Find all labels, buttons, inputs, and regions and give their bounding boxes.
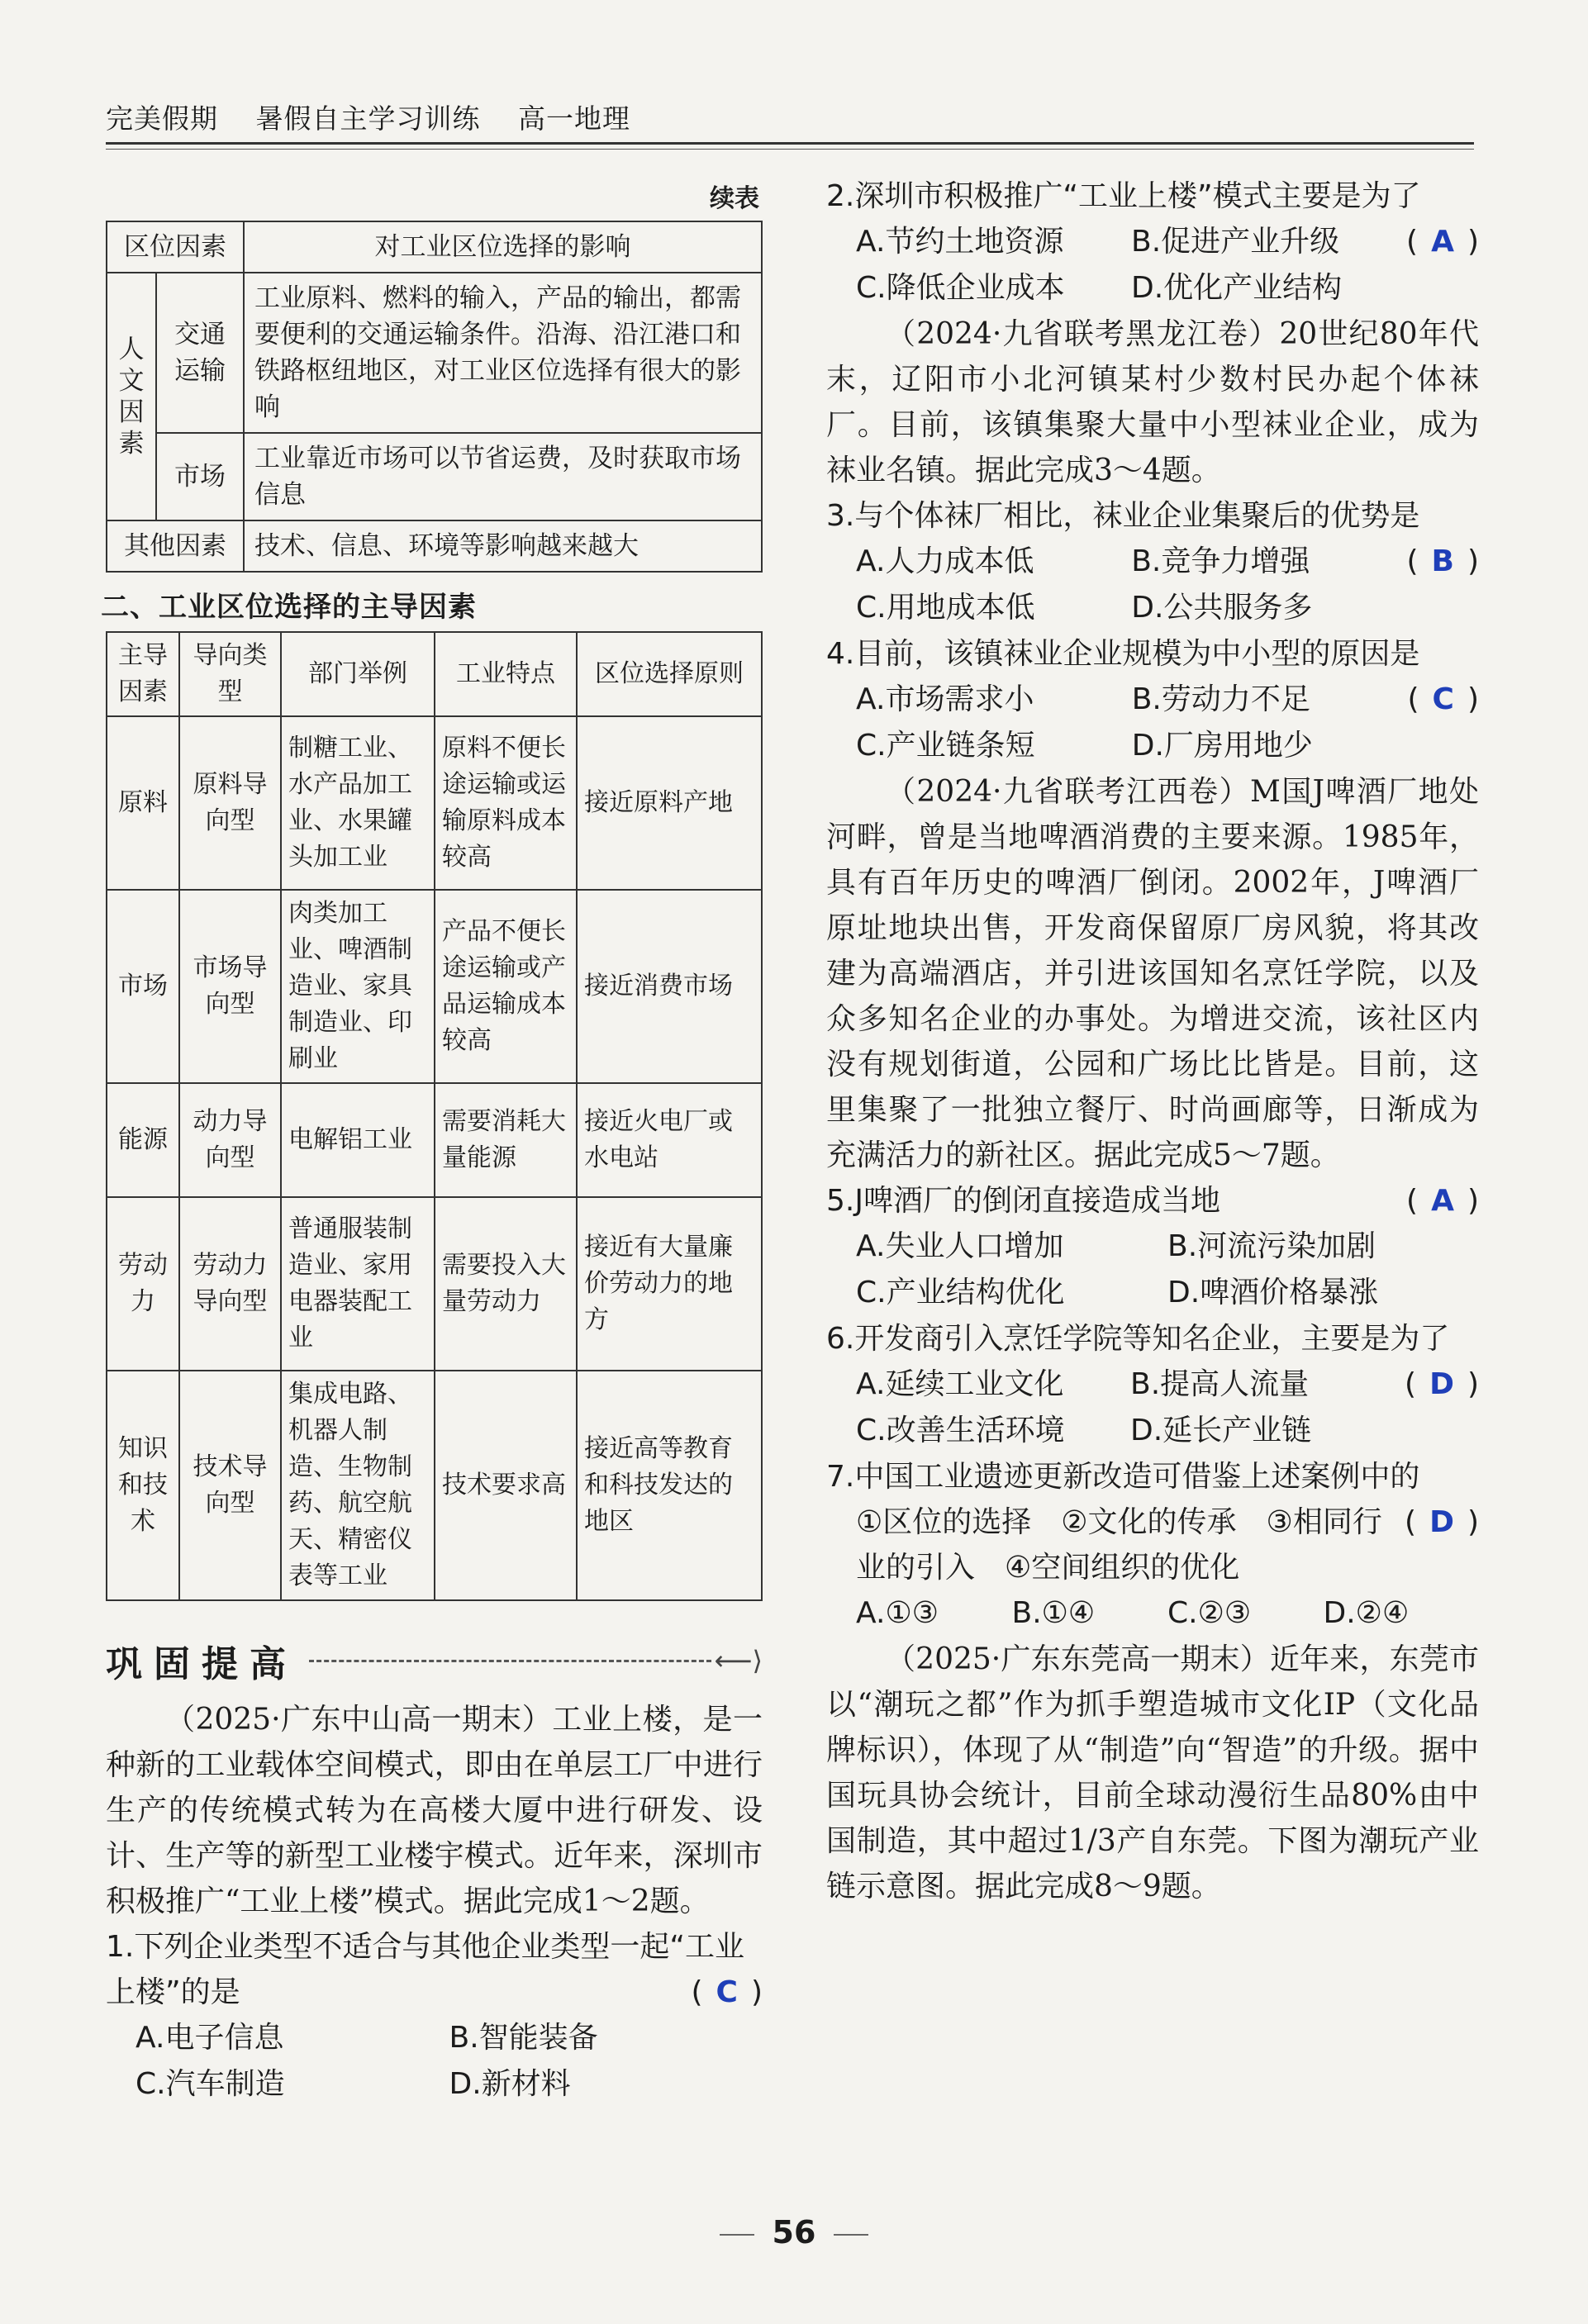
answer-mark: A bbox=[1431, 225, 1454, 259]
answer-mark: D bbox=[1429, 1367, 1454, 1401]
answer-box: ( D ) bbox=[1405, 1505, 1479, 1539]
option: A.失业人口增加 bbox=[856, 1229, 1064, 1263]
header-rule bbox=[106, 142, 1474, 145]
answer-mark: D bbox=[1429, 1505, 1454, 1539]
table-header: 区位选择原则 bbox=[577, 632, 762, 716]
table-cell: 制糖工业、水产品加工业、水果罐头加工业 bbox=[281, 716, 435, 890]
question-stem: 6.开发商引入烹饪学院等知名企业，主要是为了 bbox=[826, 1322, 1450, 1356]
table-header-factor: 区位因素 bbox=[107, 221, 244, 273]
option: A.节约土地资源 bbox=[856, 225, 1064, 259]
table-cell: 原料 bbox=[107, 716, 179, 890]
table-cell: 技术、信息、环境等影响越来越大 bbox=[244, 520, 762, 572]
option: B.①④ bbox=[1011, 1596, 1096, 1630]
option: D.优化产业结构 bbox=[1131, 271, 1343, 305]
option: C.降低企业成本 bbox=[856, 271, 1065, 305]
option: A.延续工业文化 bbox=[856, 1367, 1064, 1401]
passage: （2025·广东中山高一期末）工业上楼，是一种新的工业载体空间模式，即由在单层工厂中进行生产的传统模式转为在高楼大厦中进行研发、设计、生产等的新型工业楼宇模式。近年来，深圳市积极推广“工业上楼”模式。据此完成1～2题。 bbox=[106, 1703, 763, 1918]
footer-dash bbox=[720, 2234, 754, 2236]
passage: （2024·九省联考黑龙江卷）20世纪80年代末，辽阳市小北河镇某村少数村民办起个体袜厂。目前，该镇集聚大量中小型袜业企业，成为袜业名镇。据此完成3～4题。 bbox=[826, 317, 1479, 487]
question-stem: 3.与个体袜厂相比，袜业企业集聚后的优势是 bbox=[826, 499, 1420, 533]
options bbox=[826, 1224, 1479, 1316]
answer-box: ( C ) bbox=[691, 1975, 763, 2009]
table-row bbox=[107, 433, 762, 520]
table-header: 导向类型 bbox=[179, 632, 281, 716]
passage: （2024·九省联考江西卷）M国J啤酒厂地处河畔，曾是当地啤酒消费的主要来源。1985年，具有百年历史的啤酒厂倒闭。2002年，J啤酒厂原址地块出售，开发商保留原厂房风貌，将其改建为高端酒店，并引进该国知名烹饪学院，以及众多知名企业的办事处。为增进交流，该社区内没有规划街道，公园和广场比比皆是。目前，这里集聚了一批独立餐厅、时尚画廊等，日渐成为充满活力的新社区。据此完成5～7题。 bbox=[826, 775, 1479, 1172]
book-subtitle: 暑假自主学习训练 bbox=[255, 102, 481, 135]
subject-label: 高一地理 bbox=[518, 102, 630, 135]
option: D.新材料 bbox=[449, 2067, 571, 2101]
answer-mark: A bbox=[1431, 1184, 1454, 1218]
question-stem: 7.中国工业遗迹更新改造可借鉴上述案例中的 bbox=[826, 1460, 1420, 1494]
table-cell: 原料不便长途运输或运输原料成本较高 bbox=[435, 716, 577, 890]
answer-mark: C bbox=[716, 1975, 738, 2009]
consolidate-heading bbox=[106, 1634, 763, 1687]
footer-dash bbox=[834, 2234, 868, 2236]
table-row bbox=[107, 1371, 762, 1600]
option: D.延长产业链 bbox=[1130, 1414, 1312, 1447]
option: D.厂房用地少 bbox=[1131, 729, 1313, 763]
table-cell: 工业靠近市场可以节省运费，及时获取市场信息 bbox=[244, 433, 762, 520]
table-cell: 能源 bbox=[107, 1083, 179, 1197]
table-cell: 肉类加工业、啤酒制造业、家具制造业、印刷业 bbox=[281, 890, 435, 1083]
table-row bbox=[107, 520, 762, 572]
option: A.市场需求小 bbox=[856, 682, 1034, 716]
question-items: ①区位的选择 ②文化的传承 ③相同行业的引入 ④空间组织的优化 bbox=[856, 1505, 1382, 1585]
right-column bbox=[826, 173, 1479, 1909]
table-cell: 知识和技术 bbox=[107, 1371, 179, 1600]
table-cell: 技术导向型 bbox=[179, 1371, 281, 1600]
answer-mark: C bbox=[1432, 682, 1454, 716]
option: B.劳动力不足 bbox=[1131, 682, 1310, 716]
heading-dashes bbox=[309, 1660, 711, 1662]
location-factor-table bbox=[106, 221, 763, 573]
question bbox=[826, 1454, 1479, 1539]
options bbox=[106, 2015, 763, 2108]
table-header-effect: 对工业区位选择的影响 bbox=[244, 221, 762, 273]
table-cell: 交通运输 bbox=[156, 273, 244, 433]
question-stem: 2.深圳市积极推广“工业上楼”模式主要是为了 bbox=[826, 179, 1421, 213]
options bbox=[826, 1590, 1479, 1637]
options bbox=[826, 539, 1406, 631]
question-stem: 4.目前，该镇袜业企业规模为中小型的原因是 bbox=[826, 637, 1420, 671]
options bbox=[826, 219, 1406, 311]
option: C.汽车制造 bbox=[136, 2067, 285, 2101]
option: B.河流污染加剧 bbox=[1167, 1229, 1376, 1263]
table-header: 主导因素 bbox=[107, 632, 179, 716]
table-cell: 动力导向型 bbox=[179, 1083, 281, 1197]
page-header bbox=[106, 97, 658, 136]
option: A.人力成本低 bbox=[856, 544, 1034, 578]
question-stem: 5.J啤酒厂的倒闭直接造成当地 bbox=[826, 1184, 1220, 1218]
option: B.智能装备 bbox=[449, 2021, 598, 2055]
option: A.电子信息 bbox=[136, 2021, 284, 2055]
option: C.用地成本低 bbox=[856, 591, 1035, 625]
group-label: 人文因素 bbox=[107, 273, 156, 520]
section-title: 二、工业区位选择的主导因素 bbox=[101, 591, 477, 624]
answer-box: ( B ) bbox=[1406, 544, 1479, 578]
table-cell: 集成电路、机器人制造、生物制药、航空航天、精密仪表等工业 bbox=[281, 1371, 435, 1600]
continued-label: 续表 bbox=[710, 184, 759, 213]
table-cell: 接近有大量廉价劳动力的地方 bbox=[577, 1197, 762, 1371]
option: A.①③ bbox=[856, 1596, 939, 1630]
answer-box: ( A ) bbox=[1406, 225, 1479, 259]
table-cell: 普通服装制造业、家用电器装配工业 bbox=[281, 1197, 435, 1371]
option: B.促进产业升级 bbox=[1131, 225, 1340, 259]
table-cell: 工业原料、燃料的输入，产品的输出，都需要便利的交通运输条件。沿海、沿江港口和铁路枢纽地区，对工业区位选择有很大的影响 bbox=[244, 273, 762, 433]
table-row bbox=[107, 716, 762, 890]
option: D.公共服务多 bbox=[1131, 591, 1313, 625]
arrow-icon: ⟵⟩ bbox=[714, 1645, 763, 1676]
table-cell: 产品不便长途运输或产品运输成本较高 bbox=[435, 890, 577, 1083]
table-cell: 市场 bbox=[156, 433, 244, 520]
option: C.产业结构优化 bbox=[856, 1276, 1065, 1309]
table-cell: 需要消耗大量能源 bbox=[435, 1083, 577, 1197]
table-cell: 劳动力导向型 bbox=[179, 1197, 281, 1371]
consolidate-title: 巩固提高 bbox=[106, 1643, 297, 1685]
option: D.②④ bbox=[1323, 1596, 1410, 1630]
answer-box: ( C ) bbox=[1407, 682, 1479, 716]
answer-box: ( A ) bbox=[1406, 1184, 1479, 1218]
question bbox=[826, 1178, 1479, 1224]
option: C.②③ bbox=[1167, 1596, 1252, 1630]
table-row bbox=[107, 1083, 762, 1197]
option: B.提高人流量 bbox=[1130, 1367, 1310, 1401]
table-row bbox=[107, 1197, 762, 1371]
table-cell: 其他因素 bbox=[107, 520, 244, 572]
option: C.产业链条短 bbox=[856, 729, 1035, 763]
table-row bbox=[107, 273, 762, 433]
table-cell: 接近高等教育和科技发达的地区 bbox=[577, 1371, 762, 1600]
page-footer bbox=[0, 2214, 1588, 2250]
table-cell: 接近消费市场 bbox=[577, 890, 762, 1083]
table-cell: 电解铝工业 bbox=[281, 1083, 435, 1197]
answer-box: ( D ) bbox=[1405, 1367, 1479, 1401]
left-column bbox=[101, 178, 763, 2108]
options bbox=[826, 1362, 1405, 1454]
question-stem: 1.下列企业类型不适合与其他企业类型一起“工业上楼”的是 bbox=[106, 1930, 744, 2009]
table-cell: 劳动力 bbox=[107, 1197, 179, 1371]
table-cell: 需要投入大量劳动力 bbox=[435, 1197, 577, 1371]
table-cell: 技术要求高 bbox=[435, 1371, 577, 1600]
dominant-factor-table bbox=[106, 631, 763, 1601]
table-header: 部门举例 bbox=[281, 632, 435, 716]
table-cell: 接近原料产地 bbox=[577, 716, 762, 890]
table-row bbox=[107, 890, 762, 1083]
question bbox=[106, 1924, 763, 2015]
options bbox=[826, 677, 1407, 769]
table-cell: 原料导向型 bbox=[179, 716, 281, 890]
option: B.竞争力增强 bbox=[1131, 544, 1310, 578]
table-cell: 市场 bbox=[107, 890, 179, 1083]
option: D.啤酒价格暴涨 bbox=[1167, 1276, 1379, 1309]
page-number: 56 bbox=[772, 2214, 816, 2250]
table-header: 工业特点 bbox=[435, 632, 577, 716]
book-title: 完美假期 bbox=[106, 102, 218, 135]
table-cell: 接近火电厂或水电站 bbox=[577, 1083, 762, 1197]
passage: （2025·广东东莞高一期末）近年来，东莞市以“潮玩之都”作为抓手塑造城市文化IP（文化品牌标识），体现了从“制造”向“智造”的升级。据中国玩具协会统计，目前全球动漫衍生品80%由中国制造，其中超过1/3产自东莞。下图为潮玩产业链示意图。据此完成8～9题。 bbox=[826, 1642, 1479, 1903]
header-rule-thin bbox=[106, 149, 1474, 150]
answer-mark: B bbox=[1431, 544, 1454, 578]
table-cell: 市场导向型 bbox=[179, 890, 281, 1083]
option: C.改善生活环境 bbox=[856, 1414, 1065, 1447]
